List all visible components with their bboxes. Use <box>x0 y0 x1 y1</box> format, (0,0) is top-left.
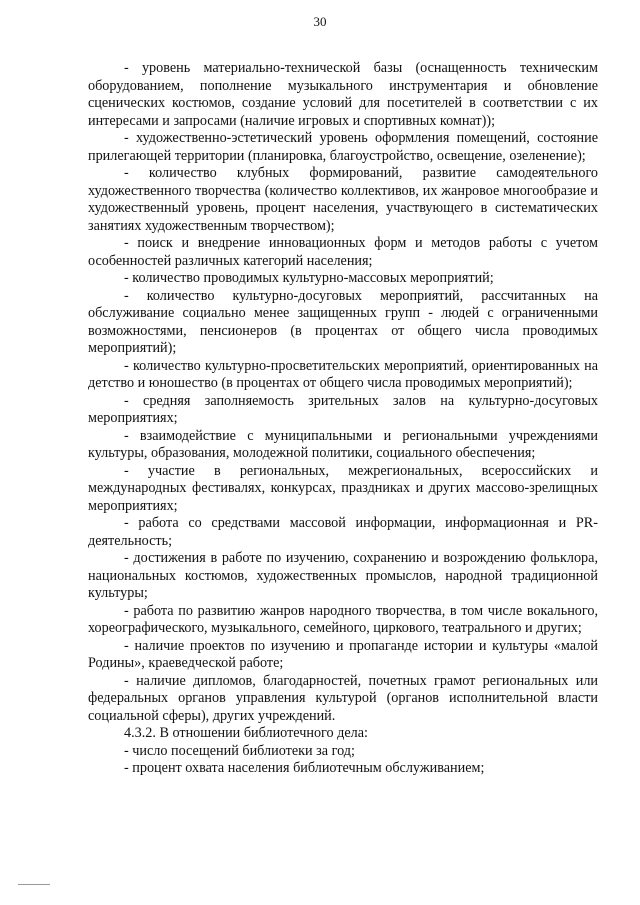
paragraph: - количество клубных формирований, развитие самодеятельного художественного творчества (количество коллективов, их жанровое многообразие и художественный уровень, процент населения, участвующего в систематических занятиях художественным творчеством); <box>88 165 598 234</box>
paragraph: - работа по развитию жанров народного творчества, в том числе вокального, хореографического, музыкального, семейного, циркового, театрального и других; <box>88 602 598 636</box>
paragraph: - работа со средствами массовой информации, информационная и PR-деятельность; <box>88 515 598 549</box>
paragraph: - художественно-эстетический уровень оформления помещений, состояние прилегающей территории (планировка, благоустройство, освещение, озеленение); <box>88 130 598 164</box>
paragraph: - достижения в работе по изучению, сохранению и возрождению фольклора, национальных костюмов, художественных промыслов, народной традиционной культуры; <box>88 550 598 601</box>
paragraph: - средняя заполняемость зрительных залов на культурно-досуговых мероприятиях; <box>88 392 598 426</box>
paragraph: - взаимодействие с муниципальными и региональными учреждениями культуры, образования, молодежной политики, социального обеспечения; <box>88 427 598 461</box>
section-heading: 4.3.2. В отношении библиотечного дела: <box>124 725 368 741</box>
paragraph: - наличие дипломов, благодарностей, почетных грамот региональных или федеральных органов управления культурой (органов исполнительной власти социальной сферы), других учреждений. <box>88 672 598 724</box>
paragraph: - количество культурно-досуговых мероприятий, рассчитанных на обслуживание социально менее защищенных групп - людей с ограниченными возможностями, пенсионеров (в процентах от общего числа проводимых мероприятий); <box>88 287 598 356</box>
paragraph: - количество проводимых культурно-массовых мероприятий; <box>124 270 494 286</box>
paragraph: - процент охвата населения библиотечным обслуживанием; <box>124 760 485 776</box>
paragraph: - число посещений библиотеки за год; <box>124 742 355 759</box>
paragraph: - участие в региональных, межрегиональных, всероссийских и международных фестивалях, конкурсах, праздниках и других массово-зрелищных мероприятиях; <box>88 462 598 514</box>
page-number: 30 <box>313 14 327 29</box>
paragraph: - количество культурно-просветительских мероприятий, ориентированных на детство и юношество (в процентах от общего числа проводимых мероприятий); <box>88 357 598 391</box>
paragraph: - поиск и внедрение инновационных форм и методов работы с учетом особенностей различных категорий населения; <box>88 235 598 269</box>
paragraph: - уровень материально-технической базы (оснащенность техническим оборудованием, пополнение музыкального инструментария и обновление сценических костюмов, создание условий для посетителей в соответствии с их интересами и запросами (наличие игровых и спортивных комнат)); <box>88 60 598 129</box>
paragraph: - наличие проектов по изучению и пропаганде истории и культуры «малой Родины», краеведческой работе; <box>88 637 598 671</box>
document-body <box>88 60 598 778</box>
scan-artifact-line <box>18 884 50 885</box>
